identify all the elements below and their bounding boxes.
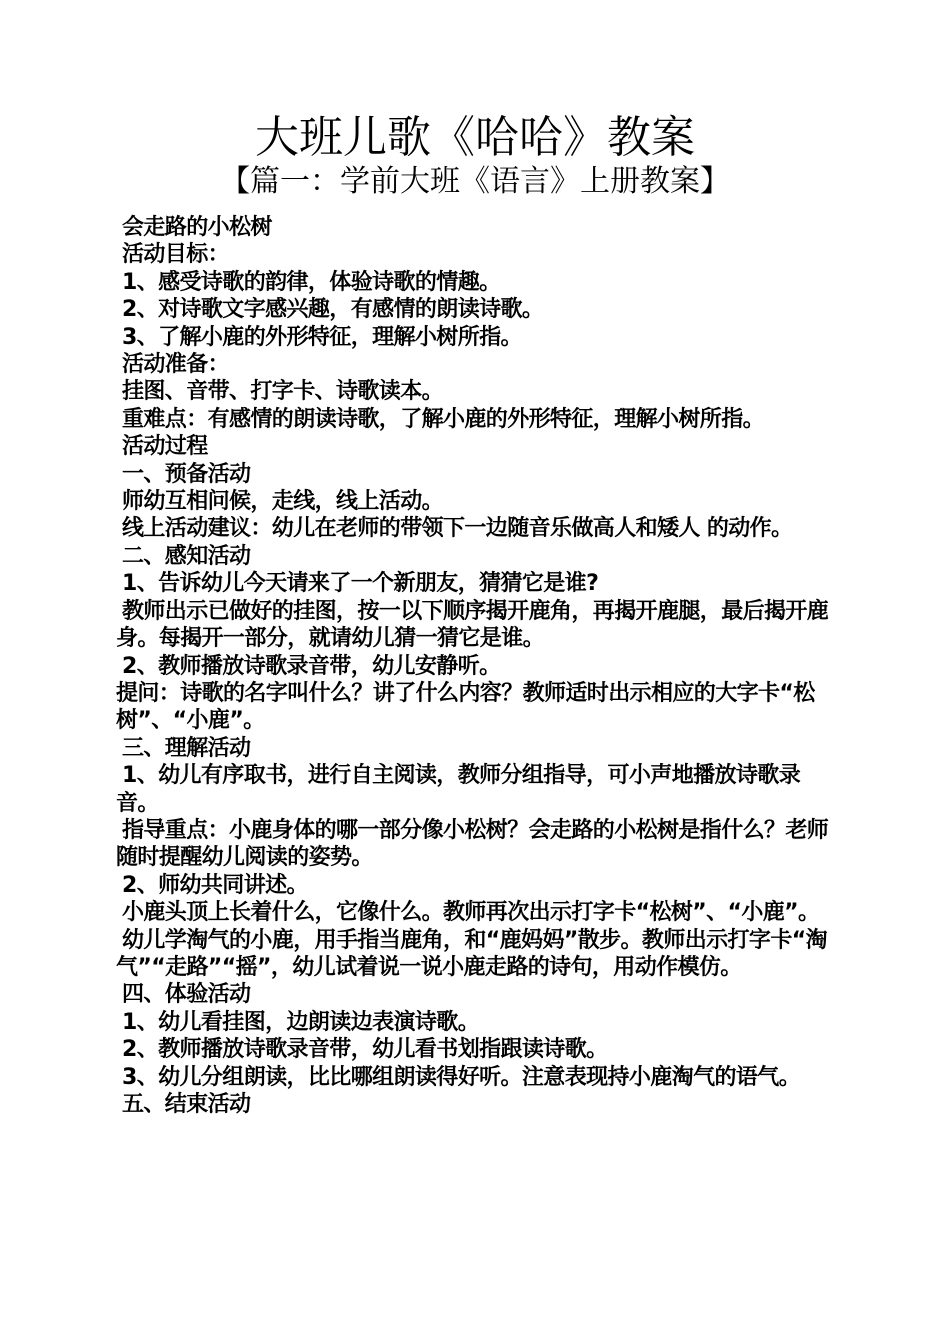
paragraph: 线上活动建议：幼儿在老师的带领下一边随音乐做高人和矮人 的动作。 <box>122 516 793 542</box>
paragraph: 1、幼儿看挂图，边朗读边表演诗歌。 <box>122 1009 480 1035</box>
section-heading: 活动目标： <box>122 242 230 268</box>
section-heading: 会走路的小松树 <box>122 215 272 240</box>
section-heading: 五、结束活动 <box>122 1092 251 1117</box>
section-heading: 一、预备活动 <box>122 461 251 487</box>
paragraph: 1、幼儿有序取书，进行自主阅读，教师分组指导，可小声地播放诗歌录音。 <box>116 763 801 816</box>
paragraph: 重难点：有感情的朗读诗歌，了解小鹿的外形特征，理解小树所指。 <box>122 406 765 432</box>
document-title: 大班儿歌《哈哈》教案 <box>255 112 695 163</box>
paragraph: 幼儿学淘气的小鹿，用手指当鹿角，和“鹿妈妈”散步。教师出示打字卡“淘气”“走路”“摇”，幼儿试着说一说小鹿走路的诗句，用动作模仿。 <box>116 927 827 980</box>
paragraph: 1、告诉幼儿今天请来了一个新朋友，猜猜它是谁? <box>122 571 599 597</box>
paragraph: 2、教师播放诗歌录音带，幼儿看书划指跟读诗歌。 <box>122 1037 608 1063</box>
document-body <box>116 214 836 1118</box>
section-heading: 活动过程 <box>122 434 208 460</box>
paragraph: 2、对诗歌文字感兴趣，有感情的朗读诗歌。 <box>122 297 544 323</box>
paragraph: 师幼互相问候，走线，线上活动。 <box>122 489 444 515</box>
paragraph: 提问：诗歌的名字叫什么？讲了什么内容？教师适时出示相应的大字卡“松树”、“小鹿”。 <box>116 680 815 734</box>
paragraph: 2、教师播放诗歌录音带，幼儿安静听。 <box>122 653 501 679</box>
document-subtitle: 【篇一：学前大班《语言》上册教案】 <box>220 164 730 199</box>
paragraph: 3、了解小鹿的外形特征，理解小树所指。 <box>122 324 522 350</box>
section-heading: 三、理解活动 <box>122 735 251 761</box>
paragraph: 2、师幼共同讲述。 <box>122 872 308 898</box>
paragraph: 小鹿头顶上长着什么，它像什么。教师再次出示打字卡“松树”、“小鹿”。 <box>122 900 820 926</box>
paragraph: 挂图、音带、打字卡、诗歌读本。 <box>122 379 444 405</box>
paragraph: 指导重点：小鹿身体的哪一部分像小松树？会走路的小松树是指什么？老师随时提醒幼儿阅读的姿势。 <box>116 817 829 871</box>
section-heading: 四、体验活动 <box>122 982 251 1008</box>
paragraph: 1、感受诗歌的韵律，体验诗歌的情趣。 <box>122 269 501 295</box>
paragraph: 教师出示已做好的挂图，按一以下顺序揭开鹿角，再揭开鹿腿，最后揭开鹿身。每揭开一部分，就请幼儿猜一猜它是谁。 <box>116 598 829 652</box>
section-heading: 二、感知活动 <box>122 543 251 569</box>
paragraph: 3、幼儿分组朗读，比比哪组朗读得好听。注意表现持小鹿淘气的语气。 <box>122 1064 801 1090</box>
section-heading: 活动准备： <box>122 352 230 378</box>
